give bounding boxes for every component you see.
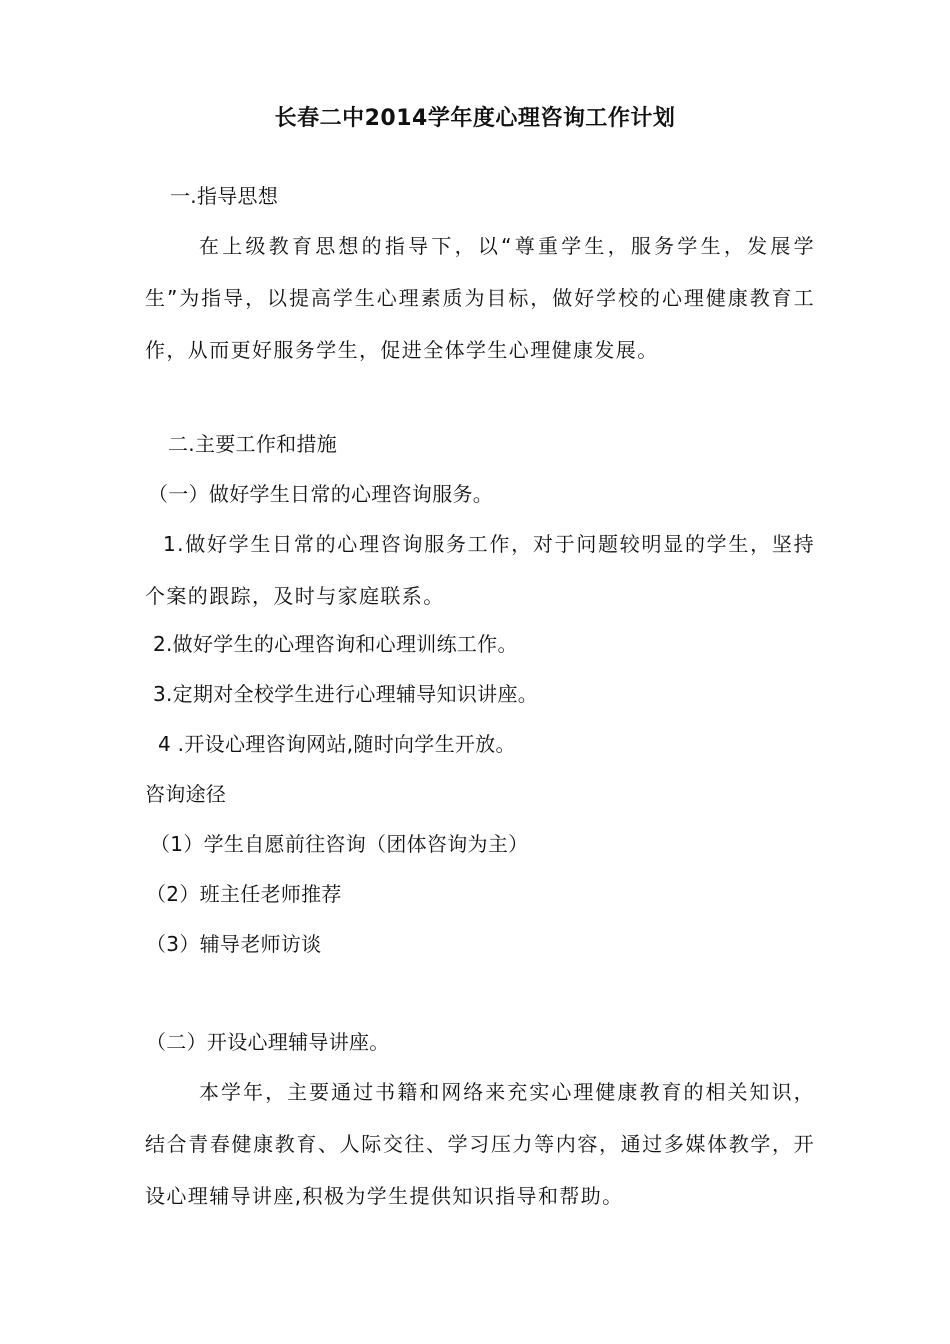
guiding-thought-paragraph: 在上级教育思想的指导下，以“尊重学生，服务学生，发展学生”为指导，以提高学生心理素质为目标，做好学校的心理健康教育工作，从而更好服务学生，促进全体学生心理健康发展。: [145, 234, 815, 362]
subsection-heading-counseling-service: （一）做好学生日常的心理咨询服务。: [148, 482, 494, 506]
consult-channels-heading: 咨询途径: [145, 782, 227, 806]
section-heading-main-work: 二.主要工作和措施: [168, 432, 338, 456]
consult-channel-3: （3）辅导老师访谈: [146, 932, 322, 956]
consult-channel-2: （2）班主任老师推荐: [146, 882, 342, 906]
list-item-4: 4 .开设心理咨询网站,随时向学生开放。: [158, 732, 516, 756]
section-heading-guiding-thought: 一.指导思想: [170, 184, 279, 208]
lectures-paragraph: 本学年，主要通过书籍和网络来充实心理健康教育的相关知识，结合青春健康教育、人际交往、学习压力等内容，通过多媒体教学，开设心理辅导讲座,积极为学生提供知识指导和帮助。: [145, 1080, 815, 1208]
document-title: 长春二中2014学年度心理咨询工作计划: [274, 106, 676, 131]
list-item-2: 2.做好学生的心理咨询和心理训练工作。: [153, 632, 518, 656]
list-item-1: 1.做好学生日常的心理咨询服务工作，对于问题较明显的学生，坚持个案的跟踪，及时与家庭联系。: [145, 532, 815, 608]
list-item-3: 3.定期对全校学生进行心理辅导知识讲座。: [153, 682, 539, 706]
consult-channel-1: （1）学生自愿前往咨询（团体咨询为主）: [150, 832, 529, 856]
subsection-heading-lectures: （二）开设心理辅导讲座。: [146, 1030, 390, 1054]
